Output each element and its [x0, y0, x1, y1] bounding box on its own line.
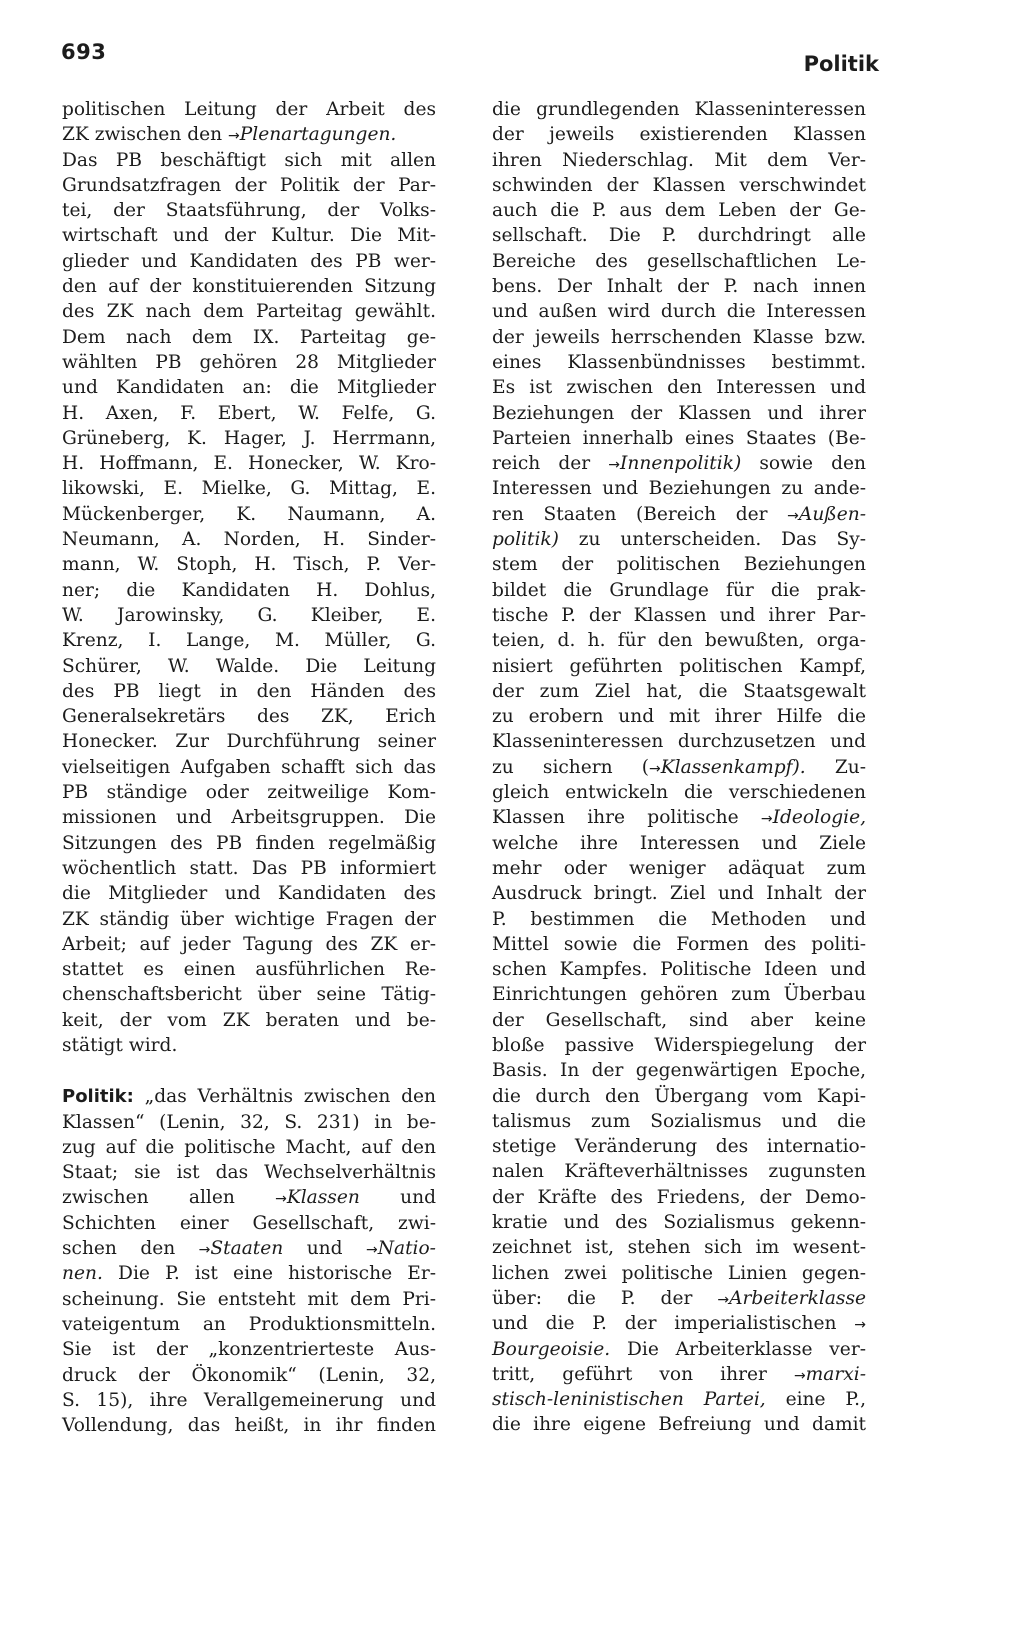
text-segment: zu unterscheiden. Das Sy-	[558, 529, 866, 551]
cross-reference-arrow-icon: →	[608, 457, 621, 474]
text-line	[492, 527, 866, 552]
cross-reference-term: Ideologie,	[772, 807, 866, 829]
text-line	[492, 805, 866, 830]
text-line: schwinden der Klassen verschwindet	[492, 174, 866, 196]
text-line: den auf der konstituierenden Sitzung	[62, 276, 436, 298]
text-segment: ZK zwischen den	[62, 124, 228, 146]
text-line: wählten PB gehören 28 Mitglieder	[62, 351, 436, 373]
text-line: druck der Ökonomik“ (Lenin, 32,	[62, 1364, 436, 1386]
cross-reference-term: Natio-	[377, 1238, 436, 1260]
text-line	[62, 122, 436, 147]
text-line: der jeweils herrschenden Klasse bzw.	[492, 326, 866, 348]
text-line: tische P. der Klassen und ihrer Par-	[492, 604, 866, 626]
text-line: Parteien innerhalb eines Staates (Be-	[492, 427, 866, 449]
text-line: stattet es einen ausführlichen Re-	[62, 959, 436, 981]
text-line: die Mitglieder und Kandidaten des	[62, 883, 436, 905]
cross-reference-term: stisch-leninistischen Partei,	[492, 1389, 766, 1411]
text-line: stem der politischen Beziehungen	[492, 554, 866, 576]
cross-reference-arrow-icon: →	[854, 1317, 866, 1334]
paragraph-gap	[62, 1058, 436, 1084]
text-line: PB ständige oder zeitweilige Kom-	[62, 782, 436, 804]
text-line	[492, 755, 866, 780]
cross-reference-term: Klassen	[286, 1187, 360, 1209]
cross-reference-arrow-icon: →	[228, 128, 240, 145]
text-line	[492, 451, 866, 476]
text-line: Sie ist der „konzentrierteste Aus-	[62, 1339, 436, 1361]
cross-reference-arrow-icon: →	[275, 1191, 287, 1208]
text-line: auch die P. aus dem Leben der Ge-	[492, 200, 866, 222]
text-line: Beziehungen der Klassen und ihrer	[492, 402, 866, 424]
text-line: der zum Ziel hat, die Staatsgewalt	[492, 680, 866, 702]
text-line: Schürer, W. Walde. Die Leitung	[62, 655, 436, 677]
text-segment: zu sichern (	[492, 756, 650, 778]
text-line: Es ist zwischen den Interessen und	[492, 377, 866, 399]
cross-reference-term: Arbeiterklasse	[729, 1287, 866, 1309]
text-segment: tritt, geführt von ihrer	[492, 1363, 794, 1385]
text-line: der Kräfte des Friedens, der Demo-	[492, 1186, 866, 1208]
running-head: Politik	[803, 52, 879, 76]
text-line: bloße passive Widerspiegelung der	[492, 1034, 866, 1056]
text-line: Sitzungen des PB finden regelmäßig	[62, 832, 436, 854]
text-segment: reich der	[492, 453, 609, 475]
text-line: kratie und des Sozialismus gekenn-	[492, 1212, 866, 1234]
text-line: Arbeit; auf jeder Tagung des ZK er-	[62, 933, 436, 955]
right-column	[492, 97, 866, 1438]
text-line: Vollendung, das heißt, in ihr finden	[62, 1415, 436, 1437]
cross-reference-term: politik)	[492, 529, 559, 551]
text-line: lichen zwei politische Linien gegen-	[492, 1262, 866, 1284]
entry-headword: Politik:	[62, 1086, 134, 1108]
text-line: Klasseninteressen durchzusetzen und	[492, 731, 866, 753]
text-line: Mückenberger, K. Naumann, A.	[62, 503, 436, 525]
text-line: Schichten einer Gesellschaft, zwi-	[62, 1212, 436, 1234]
text-line: Generalsekretärs des ZK, Erich	[62, 706, 436, 728]
text-line: die ihre eigene Befreiung und damit	[492, 1414, 866, 1436]
text-line: stetige Veränderung des internatio-	[492, 1136, 866, 1158]
cross-reference-term: Klassenkampf).	[660, 756, 806, 778]
text-line: und Kandidaten an: die Mitglieder	[62, 377, 436, 399]
text-line: Klassen“ (Lenin, 32, S. 231) in be-	[62, 1111, 436, 1133]
text-line: Mittel sowie die Formen des politi-	[492, 933, 866, 955]
text-line: sellschaft. Die P. durchdringt alle	[492, 225, 866, 247]
text-line: likowski, E. Mielke, G. Mittag, E.	[62, 478, 436, 500]
text-line: ZK ständig über wichtige Fragen der	[62, 908, 436, 930]
cross-reference-arrow-icon: →	[649, 760, 661, 777]
text-line: nalen Kräfteverhältnisses zugunsten	[492, 1161, 866, 1183]
text-line: ner; die Kandidaten H. Dohlus,	[62, 579, 436, 601]
text-line: Basis. In der gegenwärtigen Epoche,	[492, 1060, 866, 1082]
text-line: Bereiche des gesellschaftlichen Le-	[492, 250, 866, 272]
cross-reference-arrow-icon: →	[365, 1242, 378, 1259]
text-line: bildet die Grundlage für die prak-	[492, 579, 866, 601]
text-line: wöchentlich statt. Das PB informiert	[62, 857, 436, 879]
text-segment: schen den	[62, 1238, 199, 1260]
text-segment: Zu-	[805, 756, 866, 778]
text-segment: ren Staaten (Bereich der	[492, 503, 788, 525]
text-line: nisiert geführten politischen Kampf,	[492, 655, 866, 677]
cross-reference-term: nen.	[62, 1263, 103, 1285]
cross-reference-arrow-icon: →	[717, 1291, 730, 1308]
text-line: scheinung. Sie entsteht mit dem Pri-	[62, 1288, 436, 1310]
text-line: Grüneberg, K. Hager, J. Herrmann,	[62, 427, 436, 449]
cross-reference-arrow-icon: →	[793, 1367, 806, 1384]
text-line: Dem nach dem IX. Parteitag ge-	[62, 326, 436, 348]
text-line: ihren Niederschlag. Mit dem Ver-	[492, 149, 866, 171]
text-line: der Gesellschaft, sind aber keine	[492, 1009, 866, 1031]
text-line: W. Jarowinsky, G. Kleiber, E.	[62, 604, 436, 626]
text-line: mehr oder weniger adäquat zum	[492, 857, 866, 879]
text-line: politischen Leitung der Arbeit des	[62, 99, 436, 120]
cross-reference-arrow-icon: →	[198, 1242, 211, 1259]
text-segment: sowie den	[741, 453, 866, 475]
text-segment: und	[283, 1238, 366, 1260]
text-line	[492, 1311, 866, 1336]
text-line	[492, 1337, 866, 1362]
text-line: S. 15), ihre Verallgemeinerung und	[62, 1389, 436, 1411]
text-line: Grundsatzfragen der Politik der Par-	[62, 174, 436, 196]
cross-reference-term: Innenpolitik)	[620, 453, 742, 475]
text-line: mann, W. Stoph, H. Tisch, P. Ver-	[62, 554, 436, 576]
text-line: bens. Der Inhalt der P. nach innen	[492, 276, 866, 298]
text-segment: und die P. der imperialistischen	[492, 1313, 855, 1335]
text-line: die grundlegenden Klasseninteressen	[492, 99, 866, 120]
text-line: Ausdruck bringt. Ziel und Inhalt der	[492, 883, 866, 905]
text-segment: Klassen ihre politische	[492, 807, 761, 829]
text-line: zu erobern und mit ihrer Hilfe die	[492, 706, 866, 728]
text-line: eines Klassenbündnisses bestimmt.	[492, 351, 866, 373]
cross-reference-term: Staaten	[210, 1238, 284, 1260]
text-line: und außen wird durch die Interessen	[492, 301, 866, 323]
text-line	[492, 1362, 866, 1387]
text-line	[62, 1261, 436, 1286]
text-line: missionen und Arbeitsgruppen. Die	[62, 807, 436, 829]
cross-reference-term: Außen-	[798, 503, 866, 525]
text-line	[492, 502, 866, 527]
text-segment: Die P. ist eine historische Er-	[102, 1263, 436, 1285]
text-line: gleich entwickeln die verschiedenen	[492, 782, 866, 804]
cross-reference-term: Bourgeoisie.	[492, 1338, 611, 1360]
text-line: Interessen und Beziehungen zu ande-	[492, 478, 866, 500]
text-line	[62, 1185, 436, 1210]
page-number: 693	[61, 40, 107, 64]
text-line: tei, der Staatsführung, der Volks-	[62, 200, 436, 222]
text-line: Krenz, I. Lange, M. Müller, G.	[62, 630, 436, 652]
text-line: Honecker. Zur Durchführung seiner	[62, 731, 436, 753]
text-line: des ZK nach dem Parteitag gewählt.	[62, 301, 436, 323]
text-line: H. Hoffmann, E. Honecker, W. Kro-	[62, 453, 436, 475]
text-line	[492, 1387, 866, 1412]
text-line: keit, der vom ZK beraten und be-	[62, 1009, 436, 1031]
text-segment: zwischen allen	[62, 1187, 276, 1209]
text-segment: „das Verhältnis zwischen den	[133, 1086, 436, 1108]
text-line	[62, 1236, 436, 1261]
text-line	[492, 1286, 866, 1311]
text-line: H. Axen, F. Ebert, W. Felfe, G.	[62, 402, 436, 424]
text-segment: und	[359, 1187, 436, 1209]
text-segment: Die Arbeiterklasse ver-	[610, 1338, 866, 1360]
text-line: Das PB beschäftigt sich mit allen	[62, 149, 436, 171]
text-line: des PB liegt in den Händen des	[62, 680, 436, 702]
text-line: welche ihre Interessen und Ziele	[492, 832, 866, 854]
cross-reference-term: Plenartagungen.	[239, 124, 397, 146]
text-segment: eine P.,	[765, 1389, 866, 1411]
text-line: Staat; sie ist das Wechselverhältnis	[62, 1162, 436, 1184]
text-line: schen Kampfes. Politische Ideen und	[492, 959, 866, 981]
text-line: chenschaftsbericht über seine Tätig-	[62, 984, 436, 1006]
text-line: vielseitigen Aufgaben schafft sich das	[62, 756, 436, 778]
text-line: zeichnet ist, stehen sich im wesent-	[492, 1237, 866, 1259]
text-line: zug auf die politische Macht, auf den	[62, 1136, 436, 1158]
text-segment: über: die P. der	[492, 1287, 718, 1309]
text-line: die durch den Übergang vom Kapi-	[492, 1085, 866, 1107]
text-line: wirtschaft und der Kultur. Die Mit-	[62, 225, 436, 247]
text-line: Neumann, A. Norden, H. Sinder-	[62, 529, 436, 551]
text-line: vateigentum an Produktionsmitteln.	[62, 1313, 436, 1335]
text-line: talismus zum Sozialismus und die	[492, 1110, 866, 1132]
cross-reference-arrow-icon: →	[760, 811, 773, 828]
text-line: P. bestimmen die Methoden und	[492, 908, 866, 930]
text-line: teien, d. h. für den bewußten, orga-	[492, 630, 866, 652]
cross-reference-term: marxi-	[805, 1363, 866, 1385]
left-column	[62, 97, 436, 1438]
text-line: der jeweils existierenden Klassen	[492, 124, 866, 146]
text-line	[62, 1084, 436, 1109]
text-line: Einrichtungen gehören zum Überbau	[492, 984, 866, 1006]
text-line: stätigt wird.	[62, 1034, 178, 1056]
text-line: glieder und Kandidaten des PB wer-	[62, 250, 436, 272]
cross-reference-arrow-icon: →	[787, 507, 799, 524]
